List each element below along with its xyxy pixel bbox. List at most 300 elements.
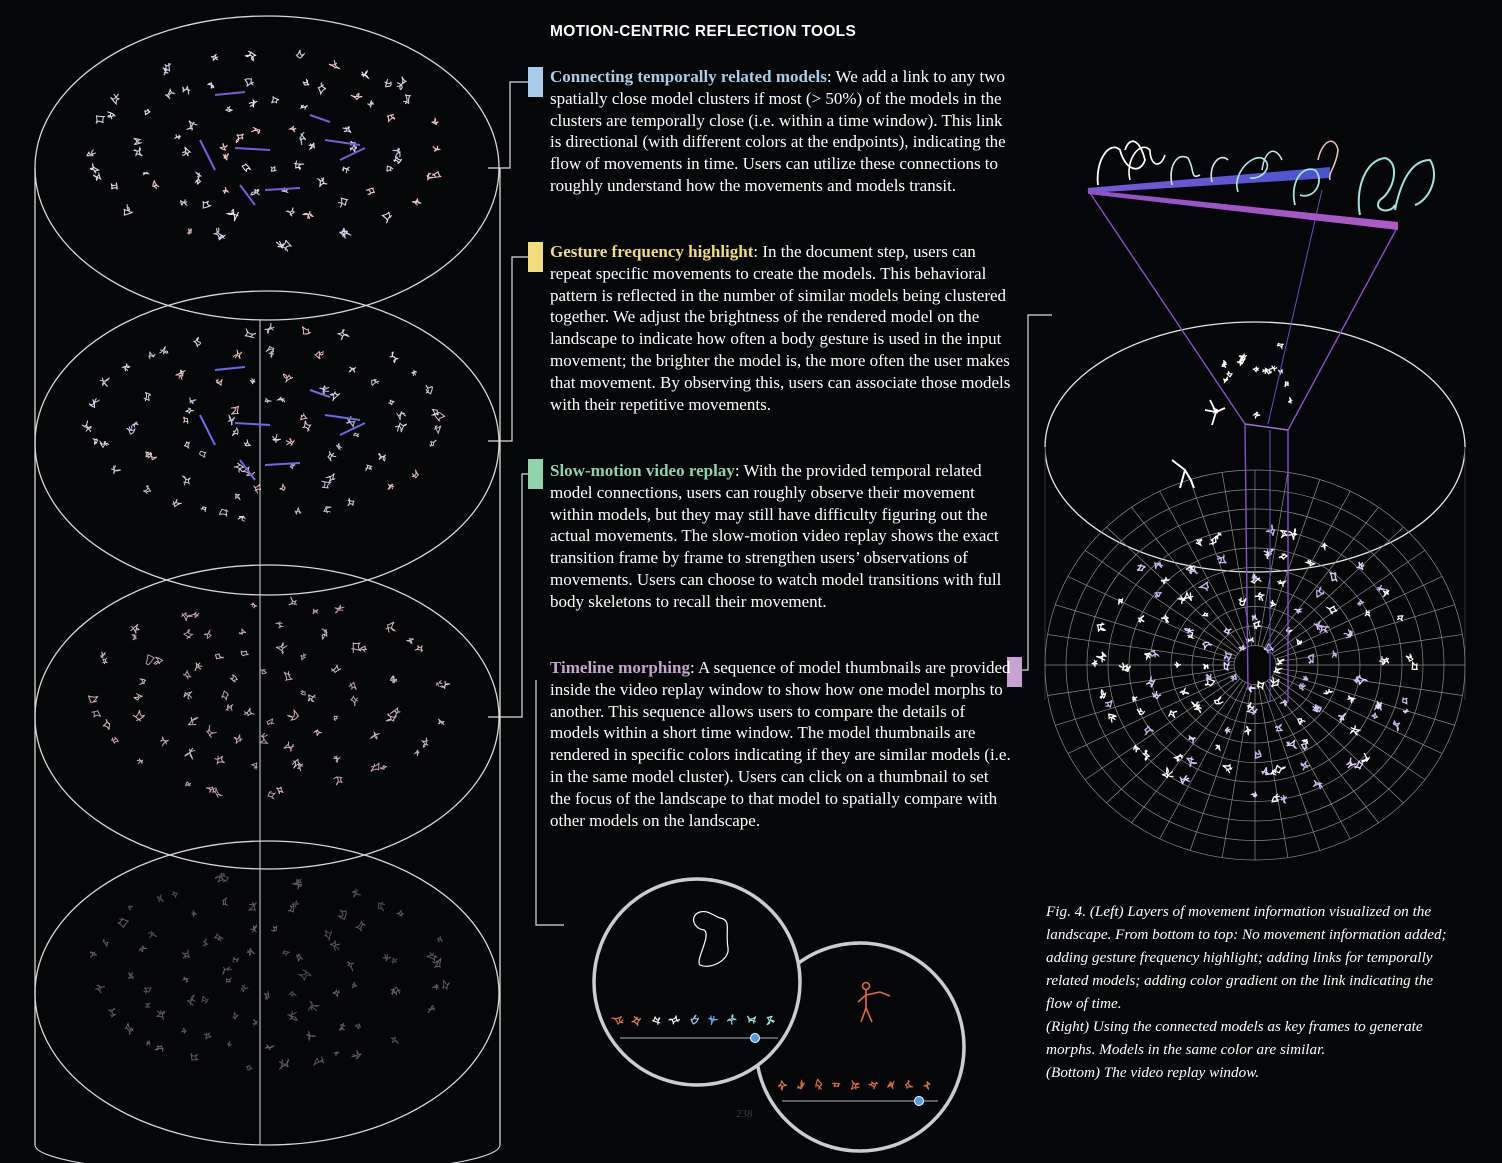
model-glyph-icon	[349, 682, 357, 690]
model-glyph-icon	[247, 948, 255, 955]
section-timeline	[550, 657, 1012, 831]
model-glyph-icon	[1255, 750, 1261, 758]
model-glyph-icon	[1286, 627, 1292, 633]
model-glyph-icon	[184, 671, 191, 679]
temporal-link	[235, 148, 270, 150]
term-gesture: Gesture frequency highlight	[550, 242, 754, 261]
model-glyph-icon	[94, 439, 99, 445]
model-glyph-icon	[181, 199, 188, 205]
grid-spoke	[1132, 681, 1243, 823]
model-glyph-icon	[426, 385, 433, 394]
model-glyph-icon	[1215, 697, 1224, 704]
model-glyph-icon	[368, 101, 375, 107]
model-glyph-icon	[183, 476, 190, 485]
model-glyph-icon	[191, 1053, 198, 1061]
model-glyph-icon	[307, 1031, 316, 1040]
model-glyph-icon	[145, 1004, 150, 1008]
model-glyph-icon	[309, 143, 315, 149]
figure-caption	[1046, 900, 1456, 1084]
model-glyph-icon	[206, 787, 215, 793]
model-glyph-icon	[202, 996, 209, 1004]
model-glyph-icon	[238, 516, 246, 521]
video-replay-window	[594, 879, 964, 1151]
model-glyph-icon	[282, 240, 291, 252]
model-glyph-icon	[165, 63, 171, 71]
model-glyph-icon	[1279, 554, 1287, 560]
model-glyph-icon	[1255, 593, 1264, 601]
model-glyph-icon	[147, 1040, 150, 1046]
temporal-link	[215, 92, 245, 95]
model-glyph-icon	[285, 671, 292, 680]
model-glyph-icon	[133, 710, 145, 721]
model-glyph-icon	[266, 347, 274, 353]
temporal-link	[240, 460, 255, 480]
model-glyph-icon	[1244, 727, 1251, 734]
model-glyph-icon	[387, 714, 397, 721]
model-glyph-icon	[265, 323, 275, 333]
model-glyph-icon	[1216, 745, 1220, 750]
model-glyph-icon	[187, 121, 198, 130]
model-glyph-icon	[1320, 626, 1330, 633]
model-glyph-icon	[1272, 769, 1275, 774]
model-glyph-icon	[1217, 533, 1222, 540]
model-glyph-icon	[219, 234, 225, 238]
model-glyph-icon	[298, 970, 311, 981]
model-glyph-icon	[1377, 586, 1385, 591]
model-glyph-icon	[414, 750, 419, 756]
model-glyph-icon	[227, 210, 238, 222]
model-glyph-icon	[438, 937, 443, 943]
model-glyph-icon	[334, 777, 342, 786]
model-glyph-icon	[331, 665, 341, 673]
model-glyph-icon	[422, 738, 428, 748]
model-glyph-icon	[245, 79, 254, 87]
model-glyph-icon	[338, 198, 347, 207]
model-glyph-icon	[241, 651, 248, 656]
model-glyph-icon	[1138, 616, 1144, 623]
model-glyph-icon	[438, 719, 444, 725]
model-glyph-icon	[82, 421, 91, 432]
model-glyph-icon	[1267, 525, 1275, 536]
model-glyph-icon	[303, 421, 310, 432]
model-glyph-icon	[378, 902, 384, 910]
model-glyph-icon	[352, 1051, 361, 1059]
model-glyph-icon	[183, 977, 188, 983]
model-glyph-icon	[1308, 655, 1313, 664]
landscape-radial-grid	[1045, 470, 1465, 860]
model-glyph-icon	[1155, 593, 1161, 598]
model-glyph-icon	[1231, 675, 1236, 680]
model-glyph-icon	[172, 499, 181, 506]
model-glyph-icon	[1183, 593, 1193, 601]
model-glyph-icon	[242, 985, 249, 993]
model-glyph-icon	[328, 451, 336, 461]
model-glyph-icon	[329, 60, 340, 68]
caption-right: (Right) Using the connected models as key frames to generate morphs. Models in the same color are similar.	[1046, 1018, 1423, 1058]
model-glyph-icon	[211, 54, 218, 61]
model-glyph-icon	[1137, 564, 1145, 571]
model-glyph-icon	[251, 127, 260, 133]
model-glyph-icon	[309, 1002, 319, 1011]
model-glyph-icon	[1281, 700, 1287, 706]
temporal-link	[200, 140, 215, 170]
model-glyph-icon	[131, 624, 140, 633]
model-glyph-icon	[336, 444, 341, 450]
model-glyph-icon	[1348, 696, 1354, 703]
model-glyph-icon	[283, 374, 293, 382]
model-glyph-icon	[159, 346, 167, 354]
model-glyph-icon	[223, 967, 232, 974]
model-glyph-icon	[1361, 753, 1369, 762]
model-glyph-icon	[233, 1013, 238, 1019]
model-glyph-icon	[1406, 654, 1413, 661]
model-glyph-icon	[378, 453, 386, 461]
model-glyph-icon	[203, 201, 211, 208]
body-timeline: : A sequence of model thumbnails are provided inside the video replay window to show how one model morphs to another. This sequence allows users to compare the details of models within a short time window. The model thumbnails are rendered in specific colors indicating if they are similar models (i.e. in the same model cluster). Users can click on a thumbnail to set the focus of the landscape to that model to spatially compare with other models on the landscape.	[550, 658, 1011, 830]
model-glyph-icon	[326, 474, 335, 482]
model-glyph-icon	[216, 379, 222, 385]
model-glyph-icon	[90, 398, 100, 407]
temporal-link	[215, 367, 245, 370]
slider-knob-icon	[751, 1034, 760, 1043]
model-glyph-icon	[386, 622, 395, 632]
model-glyph-icon	[149, 352, 155, 360]
model-glyph-icon	[265, 992, 269, 1000]
model-glyph-icon	[204, 630, 211, 638]
model-glyph-icon	[302, 327, 310, 334]
model-glyph-icon	[181, 612, 192, 621]
body-gesture: : In the document step, users can repeat specific movements to create the models. This behavioral pattern is reflected in the number of similar models being clustered together. We adjust the brightness of the rendered model on the landscape to indicate how often a body gesture is used in the input movement; the brighter the model is, the more often the user makes that movement. By observing this, users can associate those models with their repetitive movements.	[550, 242, 1011, 414]
model-glyph-icon	[140, 679, 146, 684]
model-glyph-icon	[1105, 700, 1112, 706]
model-glyph-icon	[284, 742, 294, 751]
model-glyph-icon	[1276, 766, 1285, 774]
model-glyph-icon	[294, 161, 304, 170]
model-glyph-icon	[288, 710, 299, 720]
model-glyph-icon	[340, 1023, 345, 1031]
model-glyph-icon	[279, 1059, 288, 1069]
model-glyph-icon	[389, 484, 395, 489]
model-glyph-icon	[134, 148, 143, 156]
model-glyph-icon	[236, 134, 243, 142]
model-glyph-icon	[269, 352, 273, 358]
model-glyph-icon	[380, 766, 387, 770]
model-glyph-icon	[348, 498, 354, 506]
model-glyph-icon	[192, 910, 197, 916]
model-glyph-icon	[265, 398, 271, 402]
model-glyph-icon	[246, 51, 256, 61]
model-glyph-icon	[125, 1024, 133, 1035]
model-glyph-icon	[1297, 640, 1301, 645]
model-glyph-icon	[361, 71, 368, 78]
model-glyph-icon	[1196, 539, 1202, 545]
model-glyph-icon	[201, 507, 206, 512]
model-glyph-icon	[366, 465, 372, 470]
model-glyph-icon	[174, 134, 180, 139]
model-glyph-icon	[1252, 575, 1257, 581]
model-glyph-icon	[1271, 366, 1278, 371]
temporal-link	[310, 115, 330, 122]
model-glyph-icon	[223, 154, 229, 161]
model-glyph-icon	[330, 940, 340, 950]
temporal-link	[265, 188, 300, 190]
model-glyph-icon	[128, 973, 134, 980]
model-glyph-icon	[289, 597, 297, 605]
marker-temporal	[528, 67, 543, 97]
model-glyph-icon	[1295, 609, 1300, 614]
section-gesture	[550, 241, 1012, 415]
model-glyph-icon	[1100, 690, 1105, 699]
model-glyph-icon	[393, 148, 401, 158]
model-glyph-icon	[390, 352, 398, 363]
model-glyph-icon	[214, 934, 223, 942]
model-glyph-icon	[226, 106, 233, 112]
model-glyph-icon	[313, 609, 318, 614]
model-glyph-icon	[352, 888, 360, 897]
model-glyph-icon	[1249, 686, 1255, 692]
model-glyph-icon	[186, 782, 191, 786]
model-glyph-icon	[154, 657, 163, 665]
model-glyph-icon	[1118, 599, 1122, 604]
model-glyph-icon	[229, 416, 235, 426]
section-heading: MOTION-CENTRIC REFLECTION TOOLS	[550, 23, 857, 40]
model-glyph-icon	[1324, 689, 1332, 695]
model-glyph-icon	[318, 82, 326, 94]
term-timeline: Timeline morphing	[550, 658, 690, 677]
model-glyph-icon	[220, 509, 229, 516]
layer-ellipse-bottom	[35, 841, 499, 1145]
model-glyph-icon	[1285, 381, 1289, 387]
model-glyph-icon	[157, 1010, 165, 1020]
model-glyph-icon	[226, 978, 231, 982]
model-glyph-icon	[300, 132, 306, 145]
caption-left: Fig. 4. (Left) Layers of movement information visualized on the landscape. From bottom to top: No movement information added; adding gesture frequency highlight; adding links for temporally related models; adding color gradient on the link indicating the flow of time.	[1046, 903, 1447, 1012]
model-glyph-icon	[432, 119, 439, 125]
model-glyph-icon	[102, 659, 106, 665]
model-glyph-icon	[157, 894, 163, 902]
model-glyph-icon	[271, 167, 276, 171]
model-glyph-icon	[230, 675, 237, 682]
model-glyph-icon	[188, 717, 198, 725]
temporal-link	[340, 148, 365, 160]
model-glyph-icon	[435, 426, 441, 434]
model-glyph-icon	[272, 96, 280, 103]
model-glyph-icon	[187, 229, 191, 235]
model-glyph-icon	[1327, 606, 1336, 614]
model-glyph-icon	[301, 653, 306, 660]
model-glyph-icon	[233, 428, 238, 436]
layer-cylinder	[35, 16, 500, 1163]
model-glyph-icon	[1338, 714, 1345, 723]
model-glyph-icon	[288, 1011, 298, 1020]
slider-knob-icon	[915, 1097, 924, 1106]
model-glyph-icon	[393, 157, 401, 163]
model-glyph-icon	[1217, 556, 1226, 564]
model-glyph-icon	[334, 716, 338, 721]
model-glyph-icon	[428, 1006, 435, 1013]
layer-ellipse-top	[35, 16, 499, 320]
model-glyph-icon	[137, 759, 143, 764]
model-glyph-icon	[111, 738, 118, 744]
model-glyph-icon	[277, 787, 284, 794]
model-glyph-icon	[148, 931, 157, 937]
model-glyph-icon	[412, 470, 419, 478]
model-glyph-icon	[1397, 616, 1402, 621]
model-glyph-icon	[267, 719, 274, 725]
model-glyph-icon	[260, 733, 267, 743]
model-glyph-icon	[1119, 663, 1128, 672]
model-glyph-icon	[322, 481, 331, 488]
model-glyph-icon	[155, 1045, 164, 1052]
model-glyph-icon	[134, 693, 143, 700]
model-glyph-icon	[347, 961, 354, 970]
model-glyph-icon	[286, 438, 294, 445]
model-glyph-icon	[184, 692, 192, 699]
model-glyph-icon	[1412, 663, 1418, 670]
model-glyph-icon	[242, 164, 250, 172]
model-glyph-icon	[1162, 768, 1173, 778]
model-glyph-icon	[118, 918, 129, 928]
model-glyph-icon	[372, 379, 380, 385]
page-number: 238	[736, 1108, 753, 1120]
grid-spoke	[1276, 668, 1463, 695]
model-glyph-icon	[93, 173, 100, 181]
temporal-link	[235, 423, 270, 425]
model-glyph-icon	[251, 603, 257, 608]
model-glyph-icon	[143, 485, 150, 494]
model-glyph-icon	[1288, 398, 1292, 404]
model-glyph-icon	[382, 954, 390, 961]
model-glyph-icon	[352, 982, 357, 988]
model-glyph-icon	[1302, 743, 1308, 751]
model-glyph-icon	[1358, 600, 1364, 606]
model-glyph-icon	[395, 423, 406, 432]
model-glyph-icon	[343, 167, 350, 174]
model-glyph-icon	[92, 710, 101, 717]
model-glyph-icon	[440, 681, 450, 689]
model-glyph-icon	[343, 127, 352, 133]
model-glyph-icon	[184, 442, 189, 448]
grid-spoke	[1048, 668, 1235, 695]
model-glyph-icon	[351, 93, 363, 99]
model-glyph-icon	[90, 164, 98, 173]
model-glyph-icon	[1227, 371, 1232, 377]
section-temporal	[550, 66, 1012, 197]
model-glyph-icon	[103, 939, 108, 946]
model-glyph-icon	[1303, 676, 1308, 680]
model-glyph-icon	[215, 756, 225, 765]
model-glyph-icon	[1180, 689, 1189, 695]
model-glyph-icon	[100, 378, 109, 387]
model-glyph-icon	[244, 439, 251, 445]
model-glyph-icon	[233, 957, 238, 962]
model-glyph-icon	[339, 910, 347, 919]
model-glyph-icon	[295, 508, 301, 514]
model-glyph-icon	[245, 329, 256, 338]
model-glyph-icon	[1330, 572, 1337, 581]
model-glyph-icon	[215, 654, 224, 659]
model-glyph-icon	[221, 691, 228, 700]
model-glyph-icon	[1223, 765, 1232, 773]
model-glyph-icon	[1257, 682, 1265, 689]
model-glyph-icon	[1288, 529, 1297, 541]
layer-ellipse-3	[35, 565, 499, 869]
model-glyph-icon	[172, 892, 177, 899]
model-glyph-icon	[192, 612, 200, 618]
model-glyph-icon	[103, 719, 110, 729]
grid-spoke	[1085, 676, 1238, 779]
model-glyph-icon	[351, 697, 359, 707]
model-glyph-icon	[355, 922, 366, 931]
model-glyph-icon	[90, 952, 96, 958]
model-glyph-icon	[1200, 582, 1209, 591]
body-slowmo: : With the provided temporal related model connections, users can roughly observe their movement within models, but they may still have difficulty figuring out the actual movements. The slow-motion video replay shows the exact transition frame by frame to strengthen users’ observations of movements. Users can choose to watch model transitions with full body skeletons to recall their movement.	[550, 461, 1002, 611]
model-glyph-icon	[324, 507, 331, 513]
model-glyph-icon	[366, 188, 374, 194]
model-glyph-icon	[412, 371, 416, 376]
model-glyph-icon	[123, 364, 130, 371]
model-glyph-icon	[432, 172, 441, 178]
temporal-link	[265, 463, 300, 465]
model-glyph-icon	[1252, 792, 1257, 798]
model-glyph-icon	[186, 408, 194, 414]
model-glyph-icon	[143, 172, 150, 175]
model-glyph-icon	[318, 177, 326, 187]
morph-figure	[1045, 141, 1465, 860]
model-glyph-icon	[1188, 633, 1193, 638]
model-glyph-icon	[1155, 563, 1163, 569]
model-glyph-icon	[322, 629, 328, 639]
model-glyph-icon	[1254, 412, 1260, 418]
model-glyph-icon	[187, 995, 195, 1005]
model-glyph-icon	[250, 378, 255, 384]
model-glyph-icon	[233, 350, 242, 359]
model-glyph-icon	[1313, 780, 1322, 789]
model-glyph-icon	[433, 146, 441, 151]
model-glyph-icon	[202, 939, 208, 946]
model-glyph-icon	[427, 173, 433, 181]
model-glyph-icon	[161, 737, 169, 746]
model-glyph-icon	[144, 109, 150, 115]
model-glyph-icon	[1277, 343, 1283, 348]
model-glyph-icon	[387, 166, 393, 171]
model-glyph-icon	[200, 451, 207, 457]
model-glyph-icon	[133, 422, 139, 427]
model-glyph-icon	[415, 645, 423, 652]
model-glyph-icon	[278, 397, 285, 402]
model-glyph-icon	[139, 946, 147, 952]
model-glyph-icon	[1253, 367, 1259, 373]
grid-spoke	[1267, 507, 1378, 649]
model-glyph-icon	[253, 1020, 258, 1026]
model-glyph-icon	[1096, 652, 1106, 663]
model-glyph-icon	[1332, 651, 1336, 657]
model-glyph-icon	[1146, 678, 1155, 688]
model-glyph-icon	[271, 926, 277, 933]
model-glyph-icon	[1317, 588, 1325, 597]
model-glyph-icon	[1276, 659, 1284, 665]
model-glyph-icon	[234, 463, 243, 472]
model-glyph-icon	[387, 115, 395, 122]
model-glyph-icon	[283, 951, 289, 956]
model-glyph-icon	[301, 105, 308, 109]
model-glyph-icon	[1383, 658, 1389, 664]
model-glyph-icon	[280, 484, 286, 491]
model-glyph-icon	[144, 393, 151, 402]
section-slowmo	[550, 460, 1012, 613]
model-glyph-icon	[385, 79, 392, 87]
model-glyph-icon	[153, 181, 159, 189]
